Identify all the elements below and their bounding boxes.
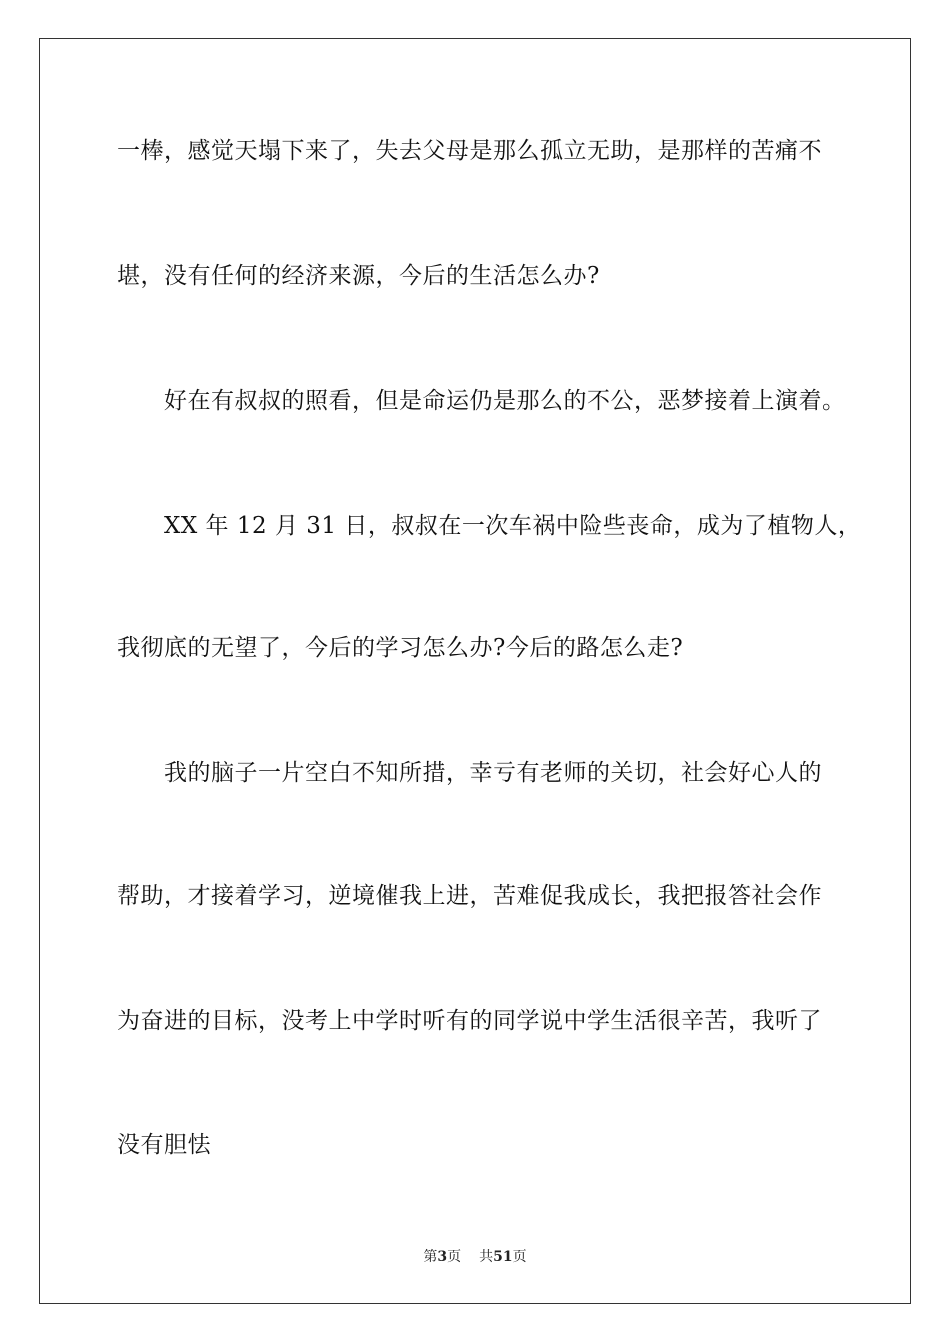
body-line-4: XX 年 12 月 31 日，叔叔在一次车祸中险些丧命，成为了植物人，	[164, 513, 862, 539]
total-suffix: 页	[512, 1249, 527, 1265]
page-number: 3	[437, 1249, 448, 1265]
body-line-5: 我彻底的无望了，今后的学习怎么办?今后的路怎么走?	[117, 635, 684, 661]
body-line-8: 为奋进的目标，没考上中学时听有的同学说中学生活很辛苦，我听了	[117, 1008, 822, 1034]
page-prefix: 第	[423, 1249, 438, 1265]
body-line-6: 我的脑子一片空白不知所措，幸亏有老师的关切，社会好心人的	[164, 760, 822, 786]
body-line-2: 堪，没有任何的经济来源，今后的生活怎么办?	[117, 263, 600, 289]
total-prefix: 共	[479, 1249, 494, 1265]
total-pages: 51	[493, 1249, 513, 1265]
page-footer	[0, 1248, 950, 1266]
body-line-3: 好在有叔叔的照看，但是命运仍是那么的不公，恶梦接着上演着。	[164, 388, 846, 414]
page-border	[39, 38, 911, 1304]
body-line-9: 没有胆怯	[117, 1132, 211, 1158]
body-line-7: 帮助，才接着学习，逆境催我上进，苦难促我成长，我把报答社会作	[117, 883, 822, 909]
page-suffix: 页	[447, 1249, 462, 1265]
body-line-1: 一棒，感觉天塌下来了，失去父母是那么孤立无助，是那样的苦痛不	[117, 138, 822, 164]
